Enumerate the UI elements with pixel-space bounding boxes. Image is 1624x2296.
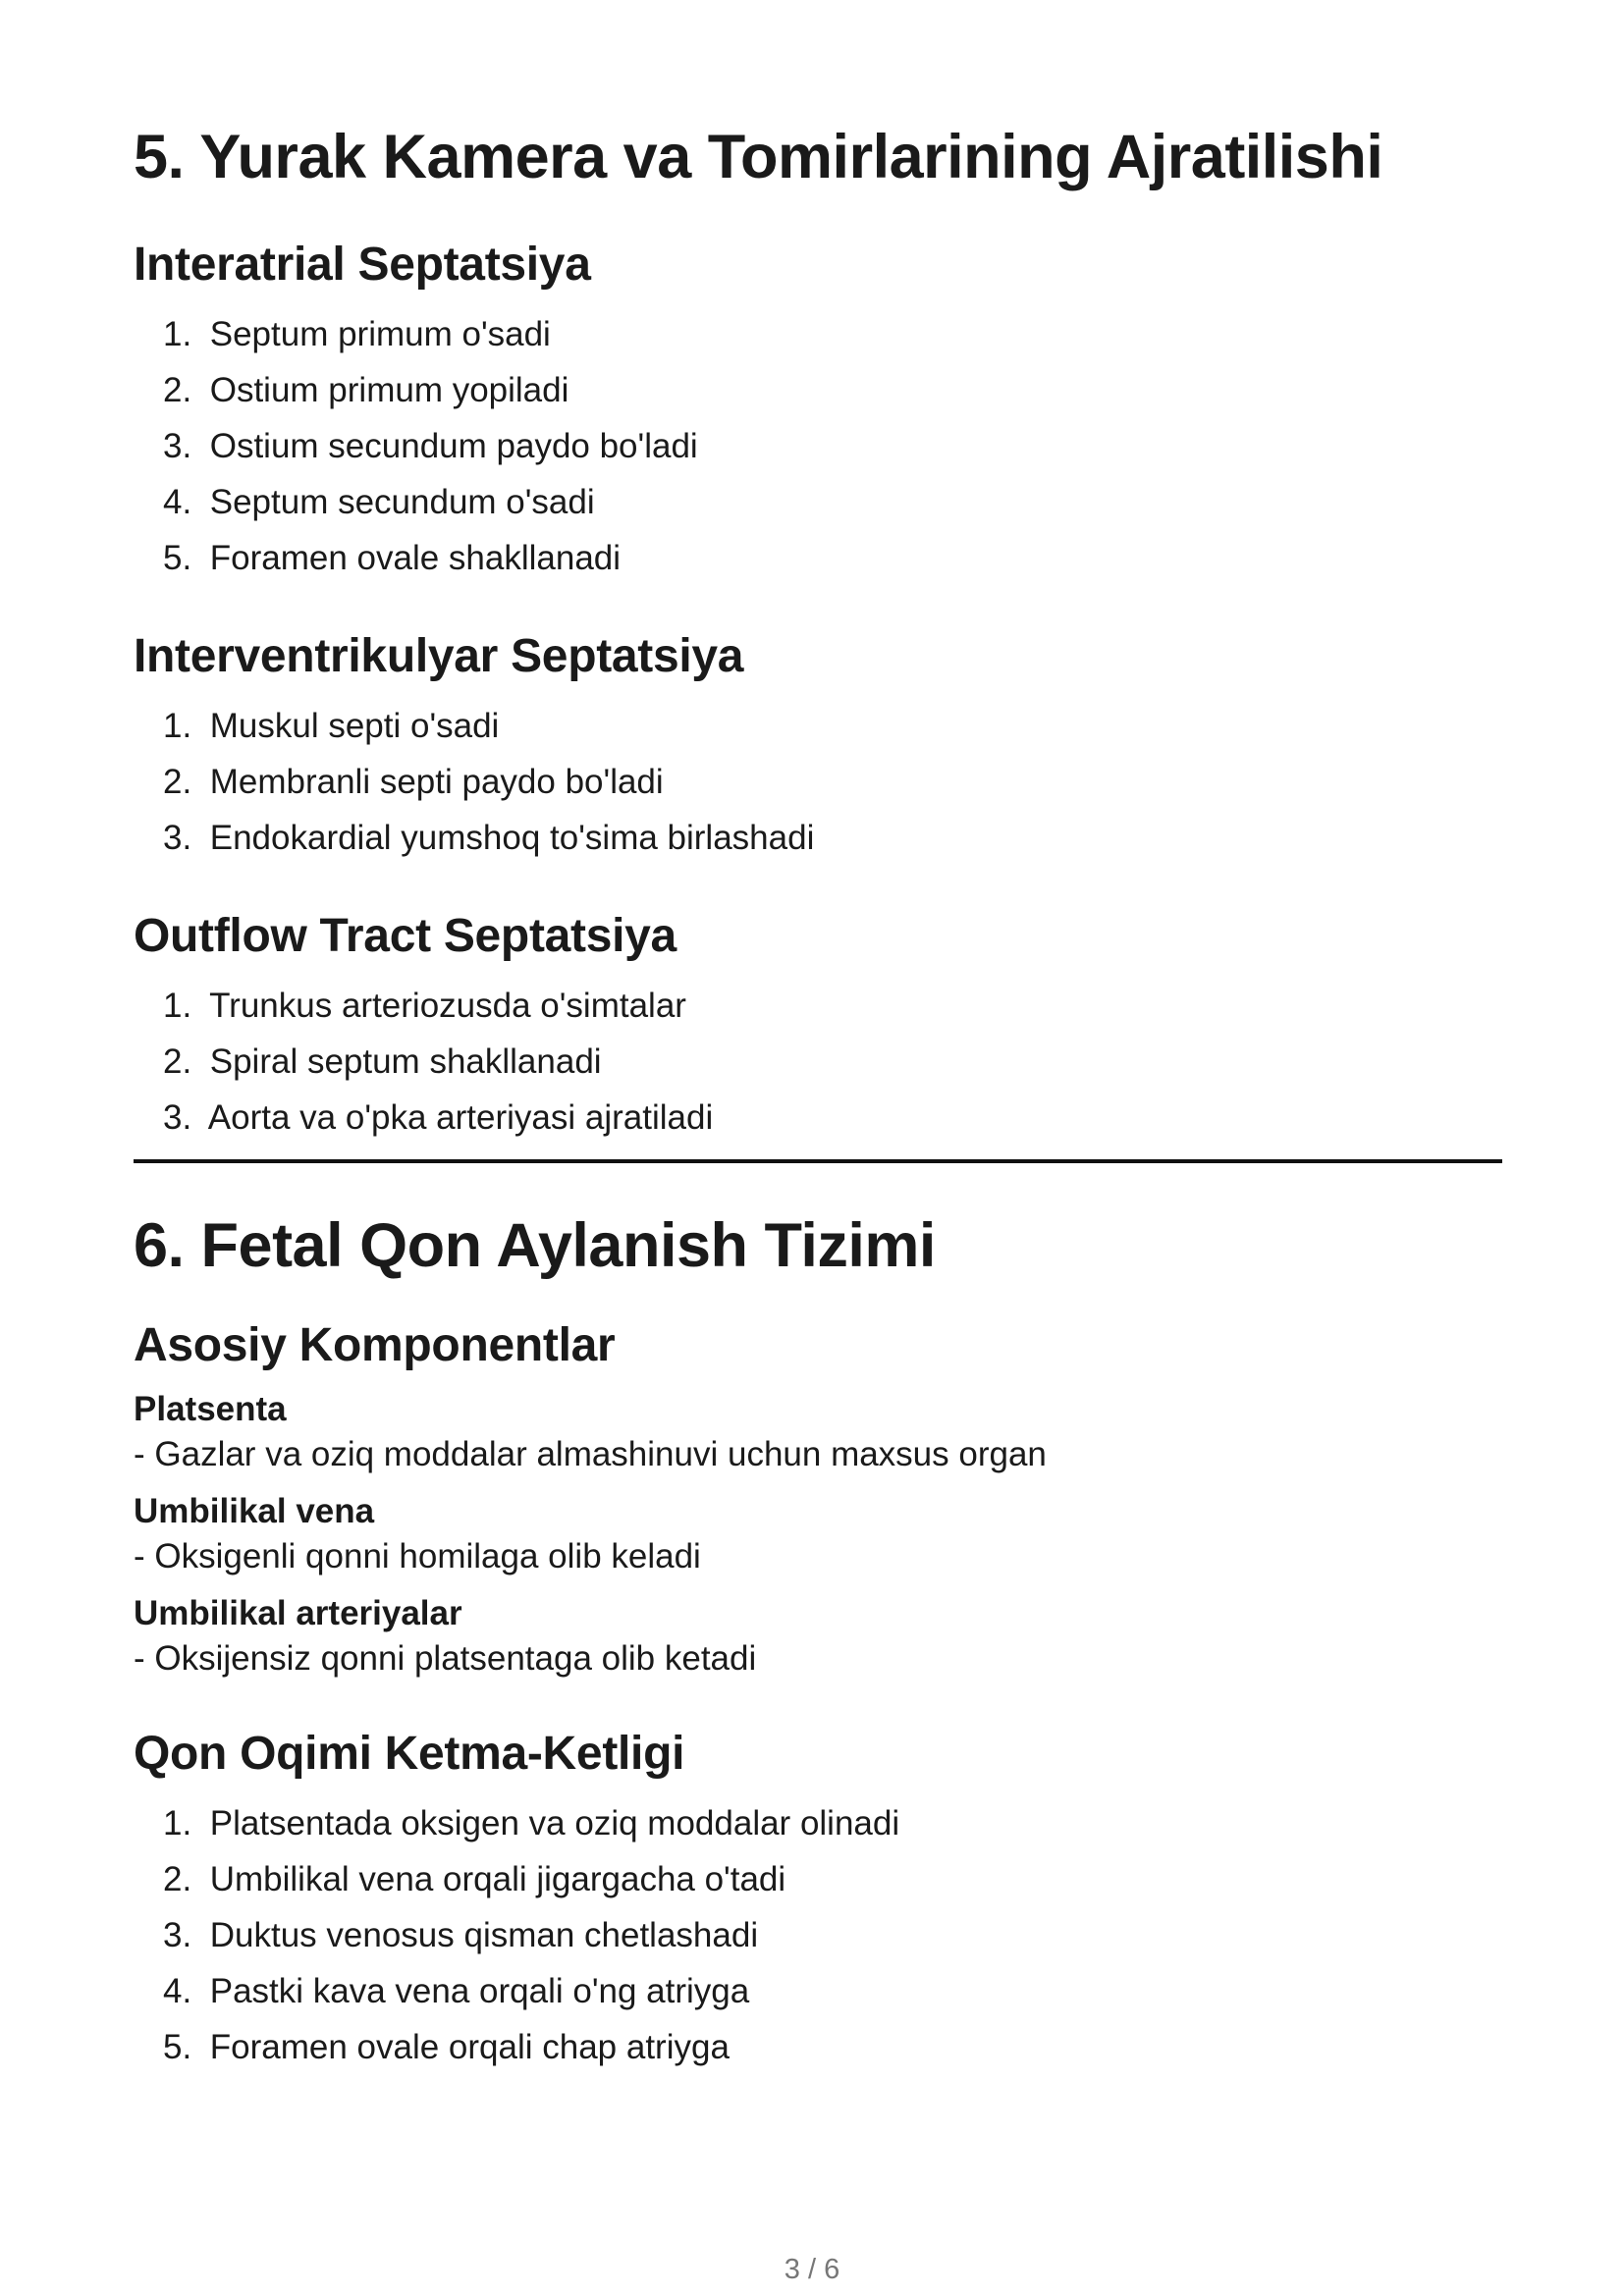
definition: - Oksigenli qonni homilaga olib keladi: [134, 1537, 701, 1575]
list-item: 5. Foramen ovale orqali chap atriyga: [163, 2028, 730, 2066]
interatrial-list: [134, 306, 1502, 586]
list-item: 4. Septum secundum o'sadi: [163, 483, 595, 521]
components-heading: Asosiy Komponentlar: [134, 1319, 616, 1371]
list-item: 4. Pastki kava vena orqali o'ng atriyga: [163, 1972, 750, 2010]
list-item: 1. Platsentada oksigen va oziq moddalar olinadi: [163, 1804, 900, 1842]
term-umbilikal-vena: Umbilikal vena: [134, 1492, 375, 1530]
list-item: 3. Aorta va o'pka arteriyasi ajratiladi: [163, 1098, 714, 1137]
subsection-interventricular-heading: Interventrikulyar Septatsiya: [134, 630, 744, 682]
list-item: 2. Umbilikal vena orqali jigargacha o'tadi: [163, 1860, 786, 1898]
list-item: 3. Endokardial yumshoq to'sima birlashadi: [163, 819, 815, 857]
definition: - Gazlar va oziq moddalar almashinuvi uchun maxsus organ: [134, 1435, 1047, 1473]
term-umbilikal-arteriyalar: Umbilikal arteriyalar: [134, 1594, 462, 1632]
document-page: [134, 118, 1502, 2075]
list-item: 5. Foramen ovale shakllanadi: [163, 539, 622, 577]
list-item: 1. Trunkus arteriozusda o'simtalar: [163, 987, 686, 1025]
list-item: 3. Ostium secundum paydo bo'ladi: [163, 427, 698, 465]
list-item: 2. Membranli septi paydo bo'ladi: [163, 763, 664, 801]
definition: - Oksijensiz qonni platsentaga olib ketadi: [134, 1639, 757, 1678]
page-number: 3 / 6: [784, 2254, 840, 2285]
outflow-list: [134, 978, 1502, 1146]
list-item: 1. Muskul septi o'sadi: [163, 707, 500, 745]
list-item: 2. Ostium primum yopiladi: [163, 371, 569, 409]
list-item: 2. Spiral septum shakllanadi: [163, 1042, 602, 1081]
interventricular-list: [134, 698, 1502, 866]
components-definitions: [134, 1387, 1502, 1682]
flow-heading: Qon Oqimi Ketma-Ketligi: [134, 1728, 685, 1780]
subsection-outflow-heading: Outflow Tract Septatsiya: [134, 910, 677, 962]
list-item: 1. Septum primum o'sadi: [163, 315, 551, 353]
subsection-interatrial-heading: Interatrial Septatsiya: [134, 239, 591, 291]
flow-list: [134, 1795, 1502, 2075]
section-6-title: 6. Fetal Qon Aylanish Tizimi: [134, 1211, 936, 1280]
section-5-title: 5. Yurak Kamera va Tomirlarining Ajratilishi: [134, 123, 1383, 191]
term-platsenta: Platsenta: [134, 1390, 287, 1428]
section-divider: [134, 1159, 1502, 1163]
list-item: 3. Duktus venosus qisman chetlashadi: [163, 1916, 759, 1954]
